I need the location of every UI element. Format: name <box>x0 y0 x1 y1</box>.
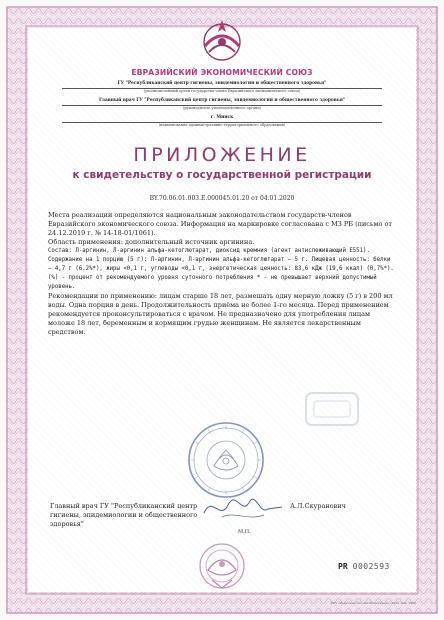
paragraph-sales: Места реализации определяются национальным законодательством государств-членов Евразийского экономического союза. Информация на маркировке согласована с МЗ РБ (письмо от 24.12.2019 г. № 14-18-01/1061). <box>48 211 392 237</box>
city-caption: (наименование административно-территориального образования) <box>158 123 286 127</box>
document-subtitle: к свидетельству о государственной регистрации <box>72 169 372 181</box>
document-title: ПРИЛОЖЕНИЕ <box>133 144 311 166</box>
head-position-caption: (руководитель уполномоченного органа) <box>182 106 262 110</box>
serial-prefix: PR <box>338 562 348 571</box>
signer-name: А.Л.Скуранович <box>290 502 346 510</box>
paragraph-composition: Состав: Л-аргинин, Л-аргинин альфа-кетоглютарат, диоксид кремния (агент антислеживающий Е551). Содержание на 1 порцию (5 г): Л-аргинин, Л-аргинин альфа-кетоглютарат – 5 г. Пищевая ценность: белки – 4,7 г (6.2%*), жиры <0,1 г, углеводы <0,1 г, энергетическая ценность: 83,6 кДж (19,6 ккал) (0,7%*). (%) - процент от рекомендуемого уровня суточного потребления * - не превышает верхний допустимый уровень. <box>48 248 394 290</box>
official-seal-icon <box>186 420 266 500</box>
authority-caption: (уполномоченный орган государства-члена Евразийского экономического союза) <box>143 89 301 93</box>
serial-number: 0002593 <box>352 562 390 571</box>
signatory-position: Главный врач ГУ "Республиканский центр гигиены, эпидемиологии и общественного здоровья" <box>50 502 198 528</box>
seal-mark: М.П. <box>238 529 251 535</box>
form-serial <box>338 562 390 571</box>
paragraph-recommendations: Рекомендации по применению: лицам старше 18 лет, размешать одну мерную ложку (5 г) в 200 мл воды. Одна порция в день. Продолжительность приёма не более 1-го месяца. Перед применением рекомендуется проконсультироваться с врачом. Не предназначено для употребления лицам моложе 18 лет, беременным и кормящим грудью женщинам. Не является лекарственным средством. <box>48 292 393 336</box>
bottom-emblem-icon <box>196 540 248 594</box>
body-text <box>48 211 396 337</box>
city: г. Минск <box>210 115 234 120</box>
faint-stamp-icon <box>302 385 362 435</box>
paragraph-scope: Область применения: дополнительный источник аргинина. <box>48 238 255 246</box>
registration-number: BY.70.06.01.003.E.000045.01.20 от 04.01.2020 <box>149 195 295 202</box>
handwritten-signature-icon <box>198 491 288 527</box>
printer-imprint: РУП «Издательство «Белбланкавыд», 2019. Зак. 3085 <box>330 601 416 605</box>
authority-name: ГУ "Республиканский центр гигиены, эпидемиологии и общественного здоровья" <box>117 81 327 86</box>
org-name: ЕВРАЗИЙСКИЙ ЭКОНОМИЧЕСКИЙ СОЮЗ <box>131 68 313 77</box>
eaeu-logo-icon <box>197 16 247 64</box>
head-position: Главный врач ГУ "Республиканский центр гигиены, эпидемиологии и общественного здоровья" <box>98 98 346 103</box>
